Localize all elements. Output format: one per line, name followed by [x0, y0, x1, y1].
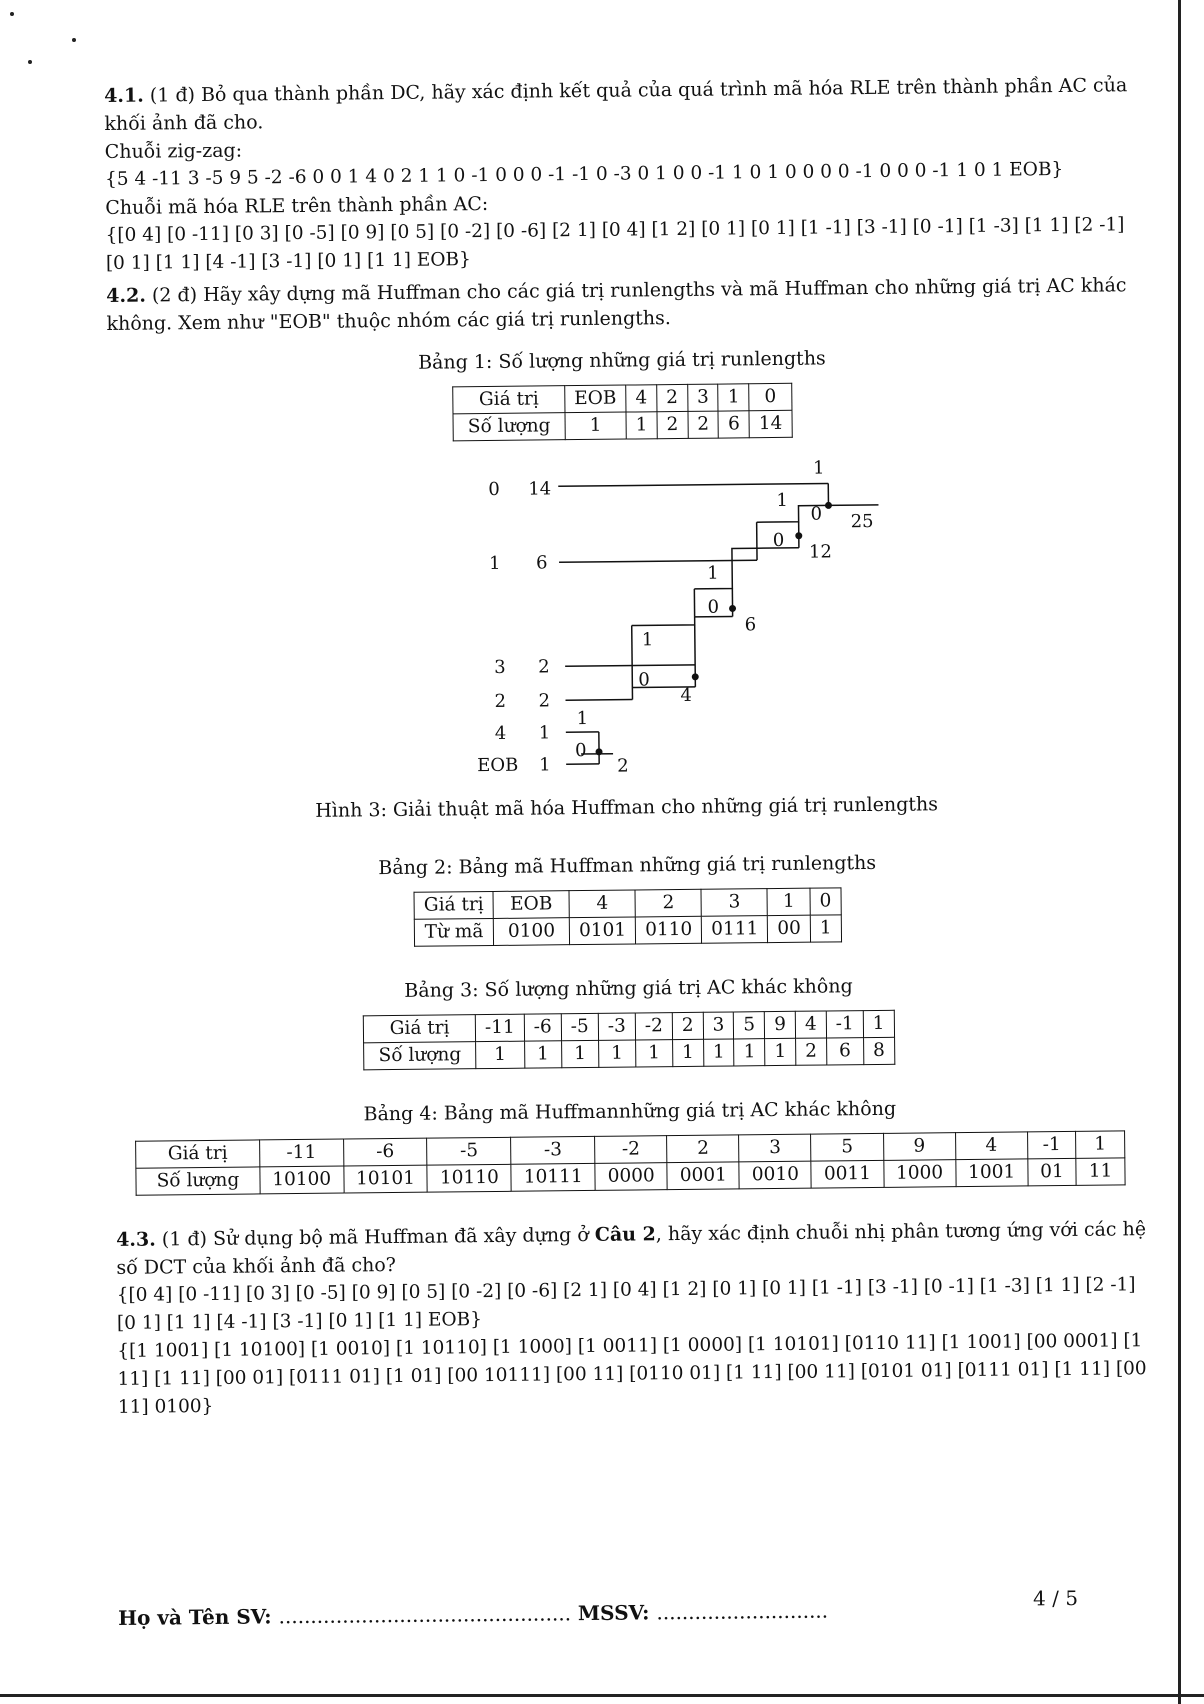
table-cell: -6 [524, 1014, 561, 1041]
table-cell: -2 [635, 1013, 672, 1040]
tree-sum: 12 [808, 541, 832, 563]
binary-sequence: {[1 1001] [1 10100] [1 0010] [1 10110] [1 1000] [1 0011] [1 0000] [1 10101] [0110 11] [1 1001] [00 0001] [1 11] [1 11] [00 01] [0111 01] [1 01] [00 10111] [00 11] [0110 01] [1 11] [00 11] [0101 01] [0111 01] [1 11] [00 11] 0100} [117, 1330, 1147, 1418]
huffman-tree-svg [108, 444, 1141, 785]
tree-bit: 0 [574, 739, 587, 762]
table4 [135, 1130, 1125, 1195]
tree-symbol: 0 [488, 478, 500, 500]
table-cell: 2 [657, 384, 688, 411]
table-cell: Giá trị [136, 1140, 260, 1168]
tree-count: 1 [538, 722, 551, 744]
table-cell: 9 [883, 1133, 955, 1161]
table1 [452, 383, 792, 442]
tree-count: 2 [538, 690, 551, 712]
table-cell: 01 [1028, 1158, 1077, 1186]
question-number: 4.1. [104, 84, 144, 107]
student-name-label: Họ và Tên SV: [118, 1604, 272, 1630]
table-cell: 10101 [343, 1165, 427, 1193]
rle-label: Chuỗi mã hóa RLE trên thành phần AC: [105, 192, 489, 219]
table-cell: 10100 [260, 1166, 344, 1194]
question-text-bold: Câu 2 [594, 1223, 656, 1246]
tree-sum: 2 [617, 755, 629, 777]
table-cell: 8 [863, 1037, 894, 1064]
tree-symbol: 1 [488, 552, 501, 574]
tree-sum: 25 [850, 510, 874, 533]
student-id-label: MSSV: [577, 1600, 650, 1626]
table-cell: 1 [598, 1040, 635, 1067]
table2 [414, 887, 842, 946]
tree-bit: 1 [641, 629, 654, 651]
tree-count: 14 [528, 478, 552, 500]
table-cell: 0 [749, 383, 792, 410]
question-text: Bỏ qua thành phần DC, hãy xác định kết quả của quá trình mã hóa RLE trên thành phần AC của khối ảnh đã cho. [104, 74, 1128, 135]
table-cell: 1 [672, 1039, 703, 1066]
table-cell: 0 [810, 888, 841, 915]
table-cell: 5 [734, 1012, 765, 1039]
student-id-field[interactable]: ........................... [656, 1598, 829, 1625]
rle-sequence-repeat: {[0 4] [0 -11] [0 3] [0 -5] [0 9] [0 5] [0 -2] [0 -6] [2 1] [0 4] [1 2] [0 1] [0 1] [1 -1] [3 -1] [0 -1] [1 -3] [1 1] [2 -1] [0 1] [1 1] [4 -1] [3 -1] [0 1] [1 1] EOB} [116, 1274, 1136, 1334]
table-cell: Số lượng [136, 1167, 260, 1195]
table-row [415, 915, 842, 946]
tree-count: 2 [538, 656, 550, 678]
table-cell: 1 [561, 1040, 598, 1067]
table-cell: -2 [595, 1136, 667, 1164]
table-cell: 10111 [511, 1163, 595, 1191]
table-cell: 0001 [667, 1162, 739, 1190]
table-cell: 5 [811, 1133, 883, 1161]
table-cell: -11 [475, 1014, 524, 1042]
table-cell: 0110 [636, 916, 702, 944]
tree-bit: 0 [810, 503, 823, 525]
zigzag-label: Chuỗi zig-zag: [104, 139, 243, 163]
student-name-field[interactable]: .............................................. [278, 1601, 572, 1629]
table-cell: 0111 [702, 916, 768, 944]
table-cell: 2 [688, 411, 719, 438]
speck [72, 38, 76, 42]
tree-count: 6 [535, 552, 548, 574]
table-cell: 2 [796, 1038, 827, 1065]
table-cell: 4 [955, 1132, 1027, 1160]
table-cell: 14 [749, 410, 792, 437]
table-cell: 4 [569, 890, 635, 918]
table-cell: 1 [565, 412, 627, 440]
table4-caption: Bảng 4: Bảng mã Huffmannhững giá trị AC khác không [363, 1097, 897, 1126]
table-cell: 1000 [883, 1160, 955, 1188]
table-cell: 2 [657, 411, 688, 438]
table-cell: Giá trị [414, 891, 493, 919]
tree-bit: 1 [776, 489, 788, 511]
tree-bit: 0 [638, 669, 650, 691]
tree-symbol: 3 [494, 656, 506, 678]
table-cell: 9 [765, 1011, 796, 1038]
footer [118, 1585, 1079, 1630]
table3 [363, 1010, 895, 1071]
tree-symbol: 2 [494, 690, 507, 712]
table-cell: 1 [718, 384, 749, 411]
table-cell: 0010 [739, 1161, 811, 1189]
tree-symbol: 4 [494, 722, 507, 744]
table-cell: 2 [635, 889, 701, 917]
tree-bit: 0 [772, 529, 785, 552]
table-cell: 1 [863, 1010, 894, 1037]
table-cell: Số lượng [364, 1042, 476, 1070]
tree-bit: 1 [707, 562, 719, 584]
table2-caption: Bảng 2: Bảng mã Huffman những giá trị runlengths [378, 851, 877, 880]
tree-symbol: EOB [477, 754, 519, 777]
table-cell: 1 [765, 1038, 796, 1065]
table-cell: -3 [598, 1013, 635, 1040]
table-cell: 0100 [493, 918, 569, 946]
question-text: Hãy xây dựng mã Huffman cho các giá trị runlengths và mã Huffman cho những giá trị AC khác không. Xem như "EOB" thuộc nhóm các giá trị runlengths. [106, 274, 1127, 335]
table-cell: 1 [524, 1041, 561, 1068]
table-cell: -6 [343, 1138, 427, 1166]
question-points: (2 đ) [151, 284, 198, 307]
question-points: (1 đ) [149, 84, 196, 107]
table-cell: 2 [672, 1012, 703, 1039]
table1-caption: Bảng 1: Số lượng những giá trị runlengths [418, 347, 826, 374]
table-cell: -1 [826, 1011, 863, 1038]
table-cell: 1001 [955, 1159, 1027, 1187]
table-cell: 1 [476, 1041, 525, 1069]
table-cell: EOB [565, 385, 627, 413]
question-points: (1 đ) [161, 1227, 208, 1251]
table-cell: EOB [493, 891, 569, 919]
table-cell: 1 [734, 1039, 765, 1066]
speck [28, 60, 32, 64]
table-cell: 1 [810, 915, 841, 942]
table-row [364, 1037, 895, 1070]
table-cell: 4 [795, 1011, 826, 1038]
question-text: Sử dụng bộ mã Huffman đã xây dựng ở [212, 1223, 589, 1250]
table-cell: 1 [703, 1039, 734, 1066]
tree-count: 1 [539, 754, 551, 776]
table-cell: -3 [511, 1136, 595, 1164]
table-cell: Giá trị [364, 1015, 476, 1043]
huffman-tree-figure [108, 444, 1141, 785]
question-4-2 [106, 271, 1137, 338]
tree-bit: 1 [812, 457, 825, 479]
table-cell: 1 [626, 412, 657, 439]
question-number: 4.2. [106, 284, 147, 307]
table-cell: 0101 [569, 917, 635, 945]
table-cell: -5 [561, 1013, 598, 1040]
table-cell: 3 [701, 889, 767, 917]
table-row [453, 410, 792, 441]
table-cell: 1 [767, 888, 810, 915]
table-cell: 4 [626, 385, 657, 412]
rle-sequence: {[0 4] [0 -11] [0 3] [0 -5] [0 9] [0 5] [0 -2] [0 -6] [2 1] [0 4] [1 2] [0 1] [0 1] [1 -1] [3 -1] [0 -1] [1 -3] [1 1] [2 -1] [0 1] [1 1] [4 -1] [3 -1] [0 1] [1 1] EOB} [105, 214, 1125, 274]
bottom-border-line [0, 1694, 1204, 1697]
table-cell: 6 [826, 1038, 863, 1065]
table-cell: -1 [1027, 1131, 1076, 1159]
question-text: , hãy xác định chuỗi nhị phân tương ứng với các hệ số DCT của khối ảnh đã cho? [116, 1218, 1147, 1279]
table-cell: 0000 [595, 1163, 667, 1191]
table-row [453, 383, 792, 414]
table-cell: -5 [427, 1137, 511, 1165]
table-cell: 2 [667, 1135, 739, 1163]
speck [10, 12, 14, 16]
table-cell: 11 [1076, 1158, 1125, 1186]
table-cell: -11 [259, 1139, 343, 1167]
figure3-caption: Hình 3: Giải thuật mã hóa Huffman cho những giá trị runlengths [315, 793, 939, 822]
page-content [104, 71, 1148, 1422]
table-cell: 10110 [427, 1164, 511, 1192]
table-cell: 3 [739, 1134, 811, 1162]
table-cell: 00 [768, 915, 811, 942]
table-cell: Số lượng [453, 413, 565, 441]
table-cell: 1 [1076, 1131, 1125, 1159]
right-border-line [1178, 0, 1181, 1704]
zigzag-sequence: {5 4 -11 3 -5 9 5 -2 -6 0 0 1 4 0 2 1 1 0 -1 0 0 0 -1 -1 0 -3 0 1 0 0 -1 1 0 1 0 0 0 0 -1 0 0 0 -1 1 0 1 EOB} [104, 158, 1064, 190]
question-number: 4.3. [116, 1228, 156, 1251]
tree-sum: 6 [744, 614, 757, 636]
table-cell: 6 [718, 411, 749, 438]
table-cell: Giá trị [453, 386, 565, 414]
page-number: 4 / 5 [1032, 1585, 1079, 1611]
table-cell: 3 [703, 1012, 734, 1039]
table3-caption: Bảng 3: Số lượng những giá trị AC khác không [404, 975, 853, 1002]
tree-bit: 1 [576, 707, 589, 730]
tree-sum: 4 [680, 684, 693, 706]
table-cell: 0011 [811, 1160, 883, 1188]
table-cell: 3 [687, 384, 718, 411]
table-cell: Từ mã [415, 918, 494, 946]
table-cell: 1 [635, 1040, 672, 1067]
tree-bit: 0 [707, 596, 720, 618]
